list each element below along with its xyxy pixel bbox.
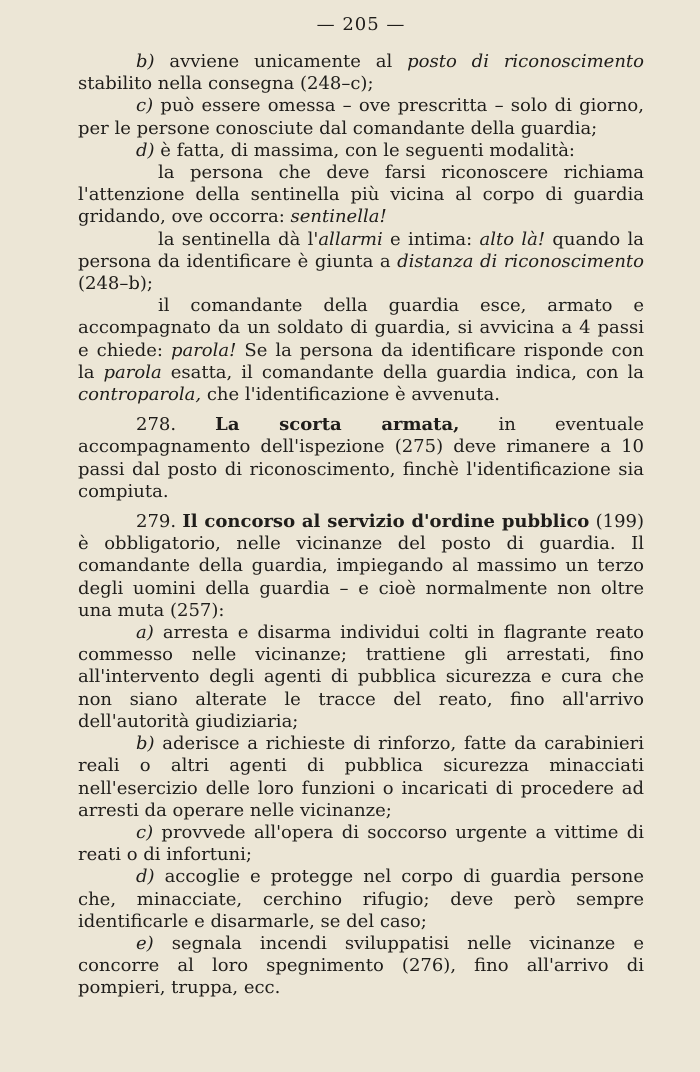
- item-text: può essere omessa – ove prescritta – solo di giorno, per le persone conosciute dal comandante della guardia;: [78, 95, 644, 139]
- item-label: b): [136, 733, 155, 755]
- text-span: esatta, il comandante della guardia indica, con la: [161, 361, 644, 383]
- text-span: che l'identificazione è avvenuta.: [201, 384, 500, 406]
- section-title: Il concorso al servizio d'ordine pubblico: [182, 511, 590, 533]
- text-span: (248–b);: [78, 273, 153, 295]
- text-span: Se la persona da identificare risponde con la: [78, 339, 645, 383]
- d-line-2: [78, 229, 644, 296]
- item-text: segnala incendi sviluppatisi nelle vicinanze e concorre al loro spegnimento (276), fino all'arrivo di pompieri, truppa, ecc.: [78, 932, 644, 999]
- italic-span: sentinella!: [290, 206, 387, 228]
- text-span: la sentinella dà l': [158, 228, 319, 250]
- italic-span: parola!: [170, 339, 237, 361]
- text-span: quando la persona da identificare è giunta a: [78, 228, 645, 272]
- list-item-d: [78, 140, 644, 162]
- section-279: [78, 511, 644, 622]
- section-number: 278.: [136, 414, 177, 436]
- sub-item-a: [78, 622, 644, 733]
- section-text: (199) è obbligatorio, nelle vicinanze del posto di guardia. Il comandante della guardia, impiegando al massimo un terzo degli uomini della guardia – e cioè normalmente non oltre una muta (257):: [78, 511, 645, 621]
- item-text: provvede all'opera di soccorso urgente a vittime di reati o di infortuni;: [78, 821, 644, 866]
- section-278: [78, 414, 644, 503]
- text-span: il comandante della guardia esce, armato e accompagnato da un soldato di guardia, si avvicina a 4 passi e chiede:: [78, 295, 644, 361]
- section-text: in eventuale accompagnamento dell'ispezione (275) deve rimanere a 10 passi dal posto di riconoscimento, finchè l'identificazione sia compiuta.: [78, 414, 645, 502]
- item-label: e): [136, 932, 154, 954]
- item-label: b): [136, 51, 155, 72]
- item-text: è fatta, di massima, con le seguenti modalità:: [160, 139, 575, 161]
- item-text: arresta e disarma individui colti in flagrante reato commesso nelle vicinanze; trattiene gli arrestati, fino all'intervento degli agenti di pubblica sicurezza e cura che non siano alterate le tracce del reato, fino all'arrivo dell'autorità giudiziaria;: [78, 622, 644, 732]
- italic-span: distanza di riconoscimento: [397, 250, 644, 272]
- text-span: e intima:: [382, 228, 480, 250]
- italic-span: allarmi: [318, 228, 383, 250]
- sub-item-c: [78, 822, 644, 866]
- list-item-b: [78, 51, 644, 95]
- d-line-3: [78, 295, 644, 406]
- item-label: a): [136, 622, 154, 644]
- item-label: c): [136, 821, 154, 843]
- section-title: La scorta armata,: [215, 414, 460, 436]
- d-line-1: [78, 162, 644, 229]
- item-text: aderisce a richieste di rinforzo, fatte da carabinieri reali o altri agenti di pubblica sicurezza minacciati nell'esercizio delle loro funzioni o incaricati di procedere ad arresti da operare nelle vicinanze;: [78, 733, 644, 821]
- item-text: avviene unicamente al: [169, 51, 408, 72]
- item-label: d): [136, 866, 155, 888]
- sub-item-b: [78, 733, 644, 822]
- sub-item-e: [78, 933, 644, 1000]
- italic-span: parola: [103, 361, 162, 383]
- list-item-c: [78, 95, 644, 139]
- item-italic: posto di riconoscimento: [407, 51, 644, 72]
- text-span: la persona che deve farsi riconoscere richiama l'attenzione della sentinella più vicina al corpo di guardia gridando, ove occorra:: [78, 162, 644, 228]
- italic-span: controparola,: [78, 384, 202, 406]
- section-number: 279.: [136, 511, 177, 533]
- sub-item-d: [78, 866, 644, 933]
- item-label: d): [136, 139, 155, 161]
- page-number: — 205 —: [316, 14, 406, 35]
- item-label: c): [136, 95, 154, 117]
- italic-span: alto là!: [479, 228, 546, 250]
- item-text: accoglie e protegge nel corpo di guardia persone che, minacciate, cerchino rifugio; deve però sempre identificarle e disarmarle, se del caso;: [78, 866, 644, 932]
- item-text: stabilito nella consegna (248–c);: [78, 73, 374, 95]
